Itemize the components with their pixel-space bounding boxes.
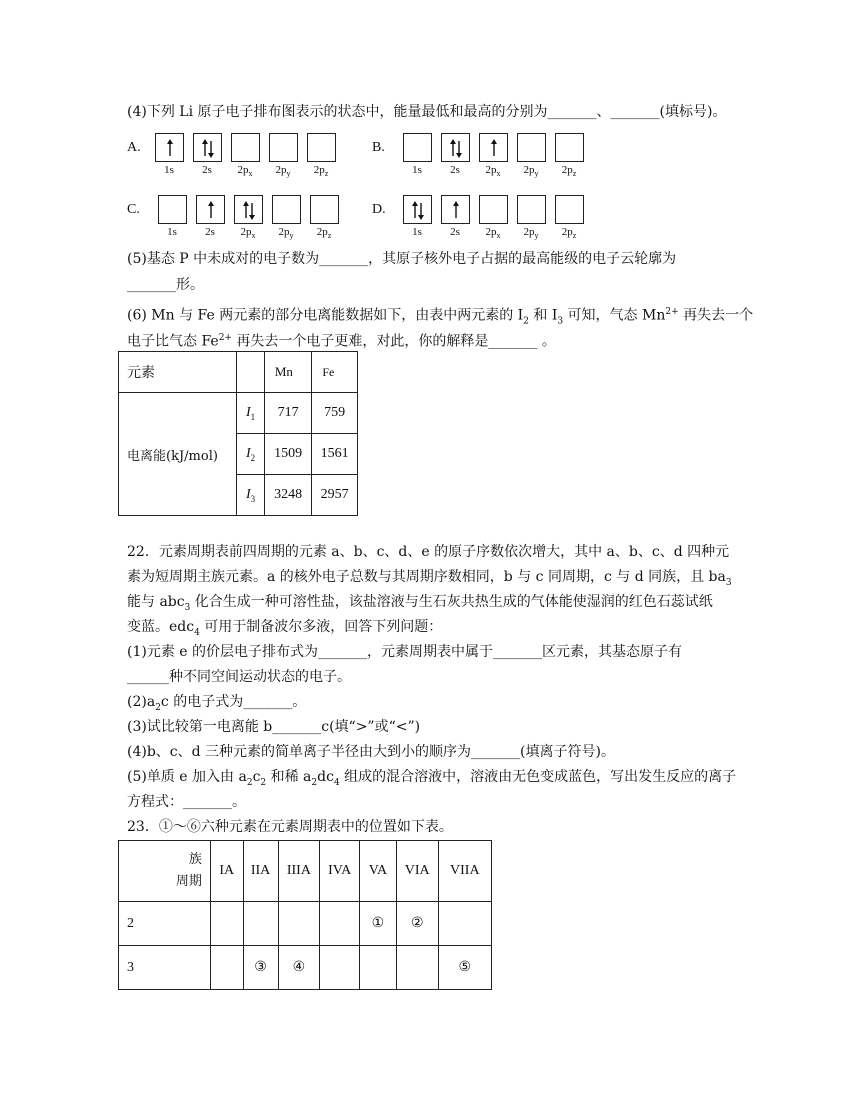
q22-line11: 方程式：_______。	[127, 794, 246, 810]
superscript: 2+	[665, 307, 679, 317]
q22-line5: (1)元素 e 的价层电子排布式为_______，元素周期表中属于_______区元素，其基态原子有	[127, 644, 683, 660]
text-run: c	[252, 769, 261, 785]
i-symbol: I	[245, 486, 251, 502]
subscript: 2	[311, 777, 318, 788]
orbital-box	[479, 195, 508, 224]
q22-line7	[127, 692, 306, 718]
ionization-energy-table	[118, 351, 358, 516]
option-label-b: B.	[372, 140, 385, 155]
subscript: 3	[557, 316, 564, 327]
orbital-label: $2p_y$	[523, 164, 539, 179]
i-symbol: I	[245, 445, 251, 461]
i1-cell	[237, 393, 265, 434]
text-run: (6) Mn 与 Fe 两元素的部分电离能数据如下，由表中两元素的 I	[127, 307, 524, 324]
cell-element-2: ②	[396, 902, 438, 946]
group-ia: IA	[210, 841, 243, 902]
i3-cell	[237, 475, 265, 516]
orbital-box	[158, 195, 187, 224]
mn-i3: 3248	[264, 475, 311, 516]
q21-part5-line1: (5)基态 P 中未成对的电子数为_______，其原子核外电子占据的最高能级的电子云轮廓为	[127, 251, 677, 267]
header-element: 元素	[119, 352, 237, 393]
orbital-label: 2s	[450, 226, 460, 238]
orbital-box	[517, 195, 546, 224]
text-run: 变蓝。edc	[127, 619, 195, 635]
orbital-label: $2p_y$	[278, 226, 294, 241]
orbital-label: $2p_z$	[313, 164, 329, 179]
text-run: 再失去一个电子更难，对此，你的解释是_______ 。	[231, 333, 556, 350]
orbital-label: $2p_z$	[316, 226, 332, 241]
orbital-box	[555, 195, 584, 224]
text-run: 化合生成一种可溶性盐，该盐溶液与生石灰共热生成的气体能使湿润的红色石蕊试纸	[190, 594, 713, 610]
q22-line4	[127, 617, 442, 643]
header-mn: Mn	[264, 352, 311, 393]
cell	[278, 902, 320, 946]
q22-line10	[127, 767, 736, 793]
cell	[320, 902, 360, 946]
q22-line1: 22．元素周期表前四周期的元素 a、b、c、d、e 的原子序数依次增大，其中 a、b、c、d 四种元	[127, 544, 730, 560]
text-run: 可用于制备波尔多液，回答下列问题：	[199, 619, 443, 635]
mn-i2: 1509	[264, 434, 311, 475]
fe-i2: 1561	[312, 434, 358, 475]
subscript: 2	[260, 777, 267, 788]
subscript: 3	[250, 493, 256, 504]
group-iva: IVA	[320, 841, 360, 902]
cell	[210, 902, 243, 946]
cell-element-5: ⑤	[438, 946, 491, 990]
q22-line2	[127, 567, 732, 593]
text-run: 电子比气态 Fe	[127, 333, 219, 350]
orbital-box	[155, 133, 184, 162]
subscript: 2	[246, 777, 253, 788]
orbital-box	[231, 133, 260, 162]
q22-line9: (4)b、c、d 三种元素的简单离子半径由大到小的顺序为_______(填离子符号)。	[127, 744, 615, 760]
orbital-label: 1s	[164, 164, 174, 176]
orbital-label: 1s	[412, 164, 422, 176]
subscript: 2	[250, 452, 256, 463]
text-run: (2)a	[127, 694, 156, 710]
cell-element-1: ①	[360, 902, 397, 946]
cell	[320, 946, 360, 990]
group-iia: IIA	[243, 841, 278, 902]
periodic-table-excerpt	[118, 840, 492, 990]
cell-element-4: ④	[278, 946, 320, 990]
q22-line3	[127, 592, 713, 618]
q21-part4-text: (4)下列 Li 原子电子排布图表示的状态中，能量最低和最高的分别为_______、_______(填标号)。	[127, 104, 727, 120]
subscript: 2	[155, 702, 161, 713]
period-3: 3	[119, 946, 211, 990]
row-label-ionization-energy: 电离能(kJ/mol)	[119, 393, 237, 516]
orbital-box	[234, 195, 263, 224]
orbital-box	[479, 133, 508, 162]
text-run: c 的电子式为_______。	[160, 694, 307, 710]
text-run: (5)单质 e 加入由 a	[127, 769, 247, 785]
cell-element-3: ③	[243, 946, 278, 990]
group-viia: VIIA	[438, 841, 491, 902]
orbital-label: 1s	[167, 226, 177, 238]
group-iiia: IIIA	[278, 841, 320, 902]
superscript: 2+	[218, 333, 232, 343]
orbital-box	[193, 133, 222, 162]
option-label-a: A.	[127, 140, 141, 155]
orbital-box	[403, 195, 432, 224]
orbital-label: $2p_y$	[523, 226, 539, 241]
header-fe: Fe	[312, 352, 358, 393]
orbital-label: $2p_x$	[485, 164, 501, 179]
orbital-label: $2p_x$	[237, 164, 253, 179]
subscript: 1	[250, 411, 256, 422]
text-run: 再失去一个	[678, 307, 754, 324]
orbital-box	[272, 195, 301, 224]
corner-cell	[119, 841, 211, 902]
subscript: 3	[184, 602, 191, 613]
mn-i1: 717	[264, 393, 311, 434]
orbital-box	[196, 195, 225, 224]
orbital-label: $2p_x$	[485, 226, 501, 241]
i-symbol: I	[245, 404, 251, 420]
orbital-box	[310, 195, 339, 224]
cell	[243, 902, 278, 946]
orbital-label: 2s	[202, 164, 212, 176]
orbital-label: $2p_y$	[275, 164, 291, 179]
text-run: 能与 abc	[127, 594, 185, 610]
text-run: 和稀 a	[266, 769, 312, 785]
orbital-label: 1s	[412, 226, 422, 238]
corner-group-label: 族	[188, 852, 202, 867]
header-blank	[237, 352, 265, 393]
q21-part5-line2: _______形。	[127, 277, 204, 293]
orbital-label: $2p_z$	[561, 226, 577, 241]
text-run: 组成的混合溶液中，溶液由无色变成蓝色，写出发生反应的离子	[339, 769, 737, 785]
orbital-box	[517, 133, 546, 162]
orbital-label: 2s	[450, 164, 460, 176]
orbital-label: $2p_x$	[240, 226, 256, 241]
orbital-box	[441, 195, 470, 224]
corner-period-label: 周期	[175, 874, 202, 889]
q21-part6-line2	[127, 328, 556, 352]
q22-line6: ______种不同空间运动状态的电子。	[127, 669, 351, 685]
text-run: 可知，气态 Mn	[563, 307, 666, 324]
subscript: 4	[333, 777, 340, 788]
fe-i1: 759	[312, 393, 358, 434]
orbital-label: $2p_z$	[561, 164, 577, 179]
subscript: 3	[725, 577, 732, 588]
cell	[396, 946, 438, 990]
option-label-c: C.	[127, 202, 140, 217]
option-label-d: D.	[372, 202, 386, 217]
orbital-box	[555, 133, 584, 162]
cell	[360, 946, 397, 990]
group-va: VA	[360, 841, 397, 902]
fe-i3: 2957	[312, 475, 358, 516]
cell	[438, 902, 491, 946]
orbital-box	[403, 133, 432, 162]
subscript: 2	[523, 316, 529, 327]
q23-line1: 23．①～⑥六种元素在元素周期表中的位置如下表。	[127, 819, 453, 835]
text-run: dc	[317, 769, 334, 785]
q22-line8: (3)试比较第一电离能 b_______c(填“>”或“<”)	[127, 719, 421, 735]
group-via: VIA	[396, 841, 438, 902]
orbital-box	[269, 133, 298, 162]
cell	[210, 946, 243, 990]
orbital-box	[307, 133, 336, 162]
period-2: 2	[119, 902, 211, 946]
i2-cell	[237, 434, 265, 475]
text-run: 素为短周期主族元素。a 的核外电子总数与其周期序数相同，b 与 c 同周期，c 与 d 同族，且 ba	[127, 569, 726, 585]
subscript: 4	[194, 627, 200, 638]
orbital-box	[441, 133, 470, 162]
text-run: 和 I	[528, 307, 558, 324]
orbital-label: 2s	[205, 226, 215, 238]
